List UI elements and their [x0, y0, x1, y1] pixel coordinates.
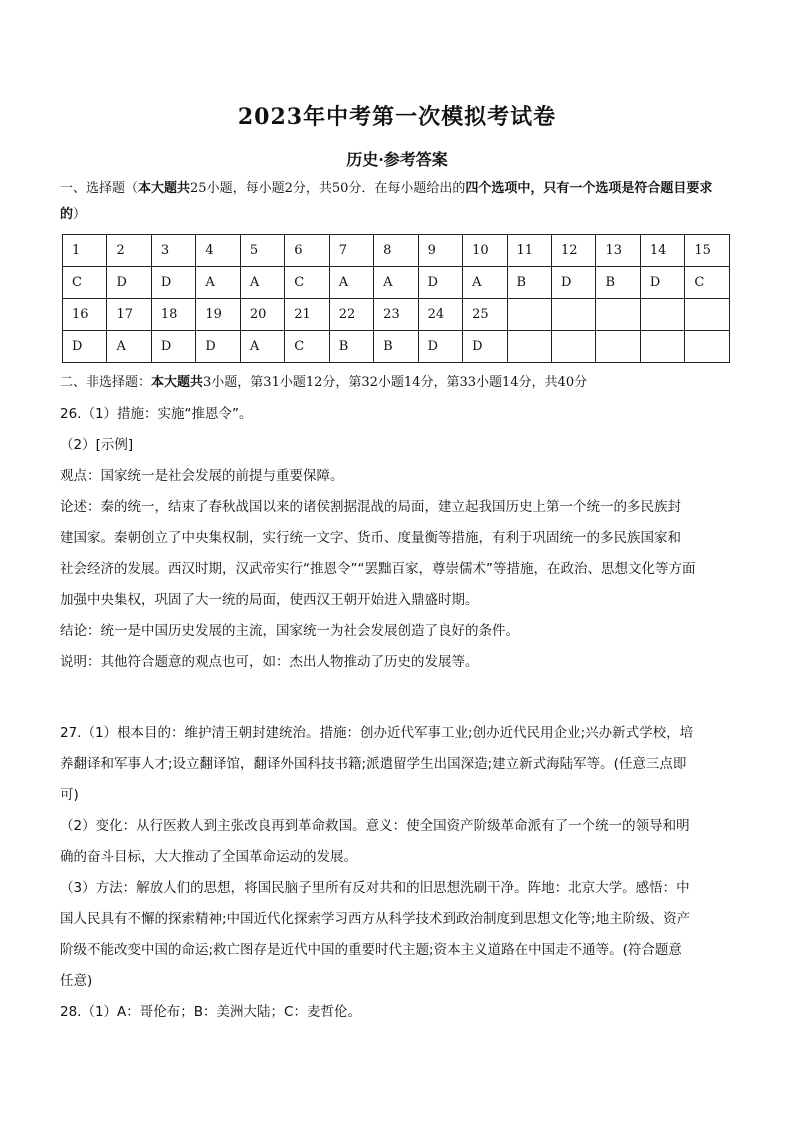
answer-cell: A: [196, 267, 240, 299]
q26-line: 加强中央集权，巩固了大一统的局面，使西汉王朝开始进入鼎盛时期。: [60, 592, 479, 608]
answer-cell: D: [107, 267, 151, 299]
question-number-cell: [507, 299, 551, 331]
answer-cell: C: [685, 267, 730, 299]
q26-line: 观点：国家统一是社会发展的前提与重要保障。: [60, 468, 344, 484]
q27-line: 任意): [60, 973, 93, 989]
question-number-cell: 22: [329, 299, 373, 331]
section2-rest: 3小题，第31小题12分，第32小题14分，第33小题14分，共40分: [203, 375, 588, 390]
question-number-cell: 13: [596, 235, 640, 267]
section2-bold: 本大题共: [151, 375, 204, 390]
answer-cell: A: [463, 267, 507, 299]
section1-prefix: 一、选择题（: [60, 181, 139, 196]
answer-cell: A: [240, 331, 284, 363]
answer-row: [63, 331, 730, 363]
section1-suffix: ）: [73, 207, 87, 222]
question-number-cell: 3: [151, 235, 195, 267]
answer-cell: C: [285, 267, 329, 299]
question-number-cell: 1: [63, 235, 107, 267]
answer-cell: [640, 331, 684, 363]
question-number-cell: 4: [196, 235, 240, 267]
q26-line: 社会经济的发展。西汉时期，汉武帝实行“推恩令”“罢黜百家，尊崇儒术”等措施，在政治、思想文化等方面: [60, 561, 696, 577]
question-number-cell: 18: [151, 299, 195, 331]
q27-line: （2）变化：从行医救人到主张改良再到革命救国。意义：使全国资产阶级革命派有了一个统一的领导和明: [60, 818, 690, 834]
answer-cell: D: [63, 331, 107, 363]
answer-cell: A: [374, 267, 418, 299]
question-number-row: [63, 299, 730, 331]
section2-prefix: 二、非选择题：: [60, 375, 152, 390]
question-number-cell: 20: [240, 299, 284, 331]
q26-line: 说明：其他符合题意的观点也可，如：杰出人物推动了历史的发展等。: [60, 654, 479, 670]
page-title: 2023年中考第一次模拟考试卷: [237, 104, 557, 130]
q27-line: 国人民具有不懈的探索精神;中国近代化探索学习西方从科学技术到政治制度到思想文化等;地主阶级、资产: [60, 911, 691, 927]
question-26: [60, 399, 736, 678]
question-number-cell: 19: [196, 299, 240, 331]
question-number-cell: [596, 299, 640, 331]
section2-heading: [60, 370, 736, 396]
question-number-cell: 11: [507, 235, 551, 267]
question-number-cell: [685, 299, 730, 331]
q27-line: 确的奋斗目标，大大推动了全国革命运动的发展。: [60, 849, 357, 865]
q26-line: 论述：秦的统一，结束了春秋战国以来的诸侯割据混战的局面，建立起我国历史上第一个统一的多民族封: [60, 499, 681, 515]
question-number-cell: 17: [107, 299, 151, 331]
q28-line: 28.（1）A：哥伦布；B：美洲大陆；C：麦哲伦。: [60, 1004, 361, 1020]
q26-line: 26.（1）措施：实施“推恩令”。: [60, 406, 253, 422]
answer-cell: D: [640, 267, 684, 299]
q26-line: （2）[示例]: [60, 437, 134, 453]
answer-cell: B: [329, 331, 373, 363]
question-number-row: [63, 235, 730, 267]
answer-cell: D: [418, 267, 462, 299]
question-number-cell: 14: [640, 235, 684, 267]
question-number-cell: 5: [240, 235, 284, 267]
question-number-cell: 12: [551, 235, 595, 267]
answer-cell: A: [107, 331, 151, 363]
answer-table: [62, 234, 730, 363]
answer-cell: D: [463, 331, 507, 363]
q27-line: 阶级不能改变中国的命运;救亡图存是近代中国的重要时代主题;资本主义道路在中国走不通等。(符合题意: [60, 942, 682, 958]
question-number-cell: 7: [329, 235, 373, 267]
page-subtitle: 历史·参考答案: [346, 150, 448, 169]
question-number-cell: 8: [374, 235, 418, 267]
answer-cell: C: [285, 331, 329, 363]
section1-count: 25小题，每小题2分，共50分．在每小题给出的: [190, 181, 466, 196]
answer-cell: [596, 331, 640, 363]
question-number-cell: 10: [463, 235, 507, 267]
answer-cell: D: [151, 267, 195, 299]
question-27: [60, 718, 736, 1028]
q26-line: 结论：统一是中国历史发展的主流，国家统一为社会发展创造了良好的条件。: [60, 623, 519, 639]
answer-cell: D: [418, 331, 462, 363]
question-number-cell: 23: [374, 299, 418, 331]
question-number-cell: 6: [285, 235, 329, 267]
answer-cell: C: [63, 267, 107, 299]
answer-cell: B: [374, 331, 418, 363]
question-number-cell: 15: [685, 235, 730, 267]
question-number-cell: 16: [63, 299, 107, 331]
answer-cell: D: [196, 331, 240, 363]
answer-row: [63, 267, 730, 299]
answer-cell: D: [551, 267, 595, 299]
q27-line: 27.（1）根本目的：维护清王朝封建统治。措施：创办近代军事工业;创办近代民用企业;兴办新式学校，培: [60, 725, 694, 741]
question-number-cell: 24: [418, 299, 462, 331]
question-number-cell: 2: [107, 235, 151, 267]
answer-cell: A: [240, 267, 284, 299]
question-number-cell: 21: [285, 299, 329, 331]
answer-cell: B: [507, 267, 551, 299]
answer-cell: [507, 331, 551, 363]
answer-cell: B: [596, 267, 640, 299]
question-number-cell: [640, 299, 684, 331]
section1-bold2: 四个选项中，只有一个选项是符合题目要求的: [60, 181, 713, 222]
question-number-cell: [551, 299, 595, 331]
question-number-cell: 9: [418, 235, 462, 267]
answer-cell: [551, 331, 595, 363]
q27-line: 可): [60, 787, 79, 803]
q27-line: 养翻译和军事人才;设立翻译馆，翻译外国科技书籍;派遣留学生出国深造;建立新式海陆军等。(任意三点即: [60, 756, 687, 772]
section1-bold: 本大题共: [138, 181, 191, 196]
answer-cell: [685, 331, 730, 363]
question-number-cell: 25: [463, 299, 507, 331]
answer-cell: D: [151, 331, 195, 363]
section1-heading: [60, 176, 736, 228]
q27-line: （3）方法：解放人们的思想，将国民脑子里所有反对共和的旧思想洗刷干净。阵地：北京大学。感悟：中: [60, 880, 690, 896]
answer-cell: A: [329, 267, 373, 299]
q26-line: 建国家。秦朝创立了中央集权制，实行统一文字、货币、度量衡等措施，有利于巩固统一的多民族国家和: [60, 530, 681, 546]
